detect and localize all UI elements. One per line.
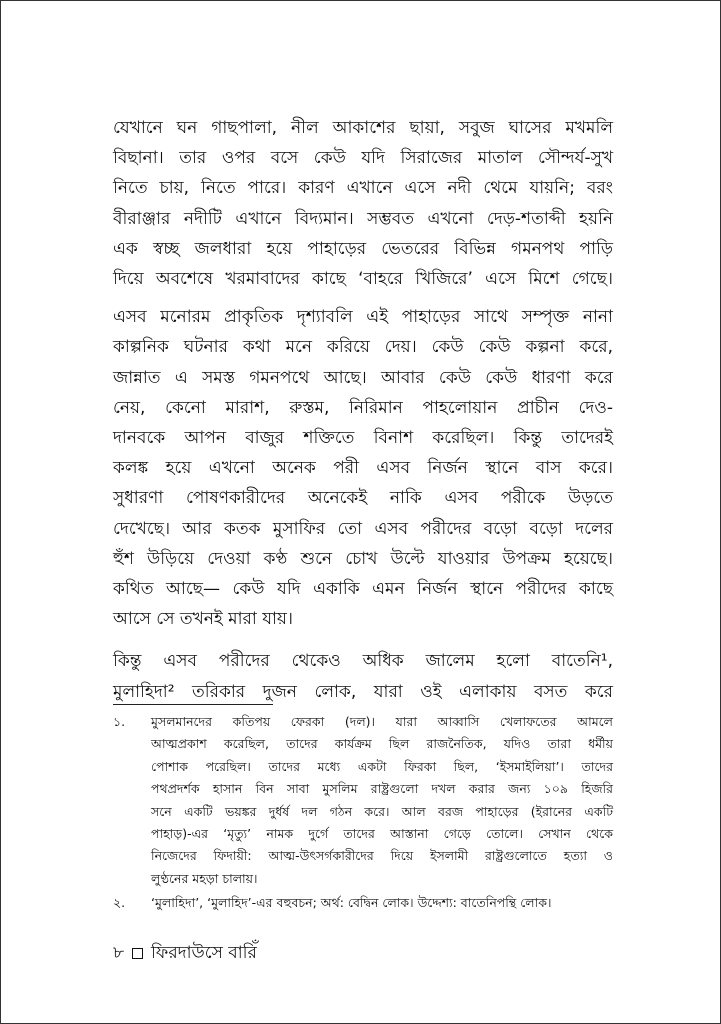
footnote-line: মুসলমানদের কতিপয় ফেরকা (দল)। যারা আব্বাসি খেলাফতের আমলে: [151, 714, 613, 729]
running-footer: [113, 941, 257, 965]
footnote-number: ১.: [113, 714, 126, 729]
text-line: মুলাহিদা² তরিকার দুজন লোক, যারা ওই এলাকায় বসত করে: [113, 681, 613, 702]
text-line: কথিত আছে— কেউ যদি একাকি এমন নির্জন স্থানে পরীদের কাছে: [113, 579, 613, 600]
footnote-line: আত্মপ্রকাশ করেছিল, তাদের কার্যক্রম ছিল রাজনৈতিক, যদিও তারা ধর্মীয়: [151, 736, 613, 752]
footnote-number: ২.: [113, 895, 126, 911]
text-line: বিছানা। তার ওপর বসে কেউ যদি সিরাজের মাতাল সৌন্দর্য-সুখ: [113, 148, 613, 169]
text-line: জান্নাত এ সমস্ত গমনপথে আছে। আবার কেউ কেউ ধারণা করে: [113, 367, 613, 388]
footnote-line: ‘মুলাহিদা’, ‘মুলাহিদ’-এর বহুবচন; অর্থ: বেদ্বিন লোক। উদ্দেশ্য: বাতেনিপন্থি লোক।: [151, 895, 552, 911]
text-line: বীরাঞ্জার নদীটি এখানে বিদ্যমান। সম্ভবত এখনো দেড়-শতাব্দী হয়নি: [113, 208, 613, 229]
footnote-line: সনে একটি ভয়ঙ্কর দুর্ধর্ষ দল গঠন করে। আল বরজ পাহাড়ের (ইরানের একটি: [151, 803, 613, 819]
text-line: নিতে চায়, নিতে পারে। কারণ এখানে এসে নদী থেমে যায়নি; বরং: [113, 178, 613, 199]
footnote-text: [151, 892, 613, 914]
footnote-2: [113, 892, 613, 914]
book-title: ফিরদাউসে বারিঁ: [151, 943, 257, 963]
text-line: কলঙ্ক হয়ে এখনো অনেক পরী এসব নির্জন স্থানে বাস করে।: [113, 458, 613, 479]
text-line: সুধারণা পোষণকারীদের অনেকেই নাকি এসব পরীকে উড়তে: [113, 488, 613, 509]
footnote-line: পাহাড়)-এর ‘মৃত্যু’ নামক দুর্গে তাদের আস্তানা গেড়ে তোলে। সেখান থেকে: [151, 826, 613, 842]
text-line: নেয়, কেনো মারাশ, রুস্তম, নিরিমান পাহলোয়ান প্রাচীন দেও-: [113, 397, 613, 418]
footnote-text: [151, 711, 613, 890]
square-icon: [132, 948, 143, 959]
paragraph-1: [113, 113, 613, 294]
text-line: কাল্পনিক ঘটনার কথা মনে করিয়ে দেয়। কেউ কেউ কল্পনা করে,: [113, 337, 613, 358]
text-line: যেখানে ঘন গাছপালা, নীল আকাশের ছায়া, সবুজ ঘাসের মখমলি: [113, 118, 613, 138]
body-text: [113, 113, 613, 707]
text-line: দিয়ে অবশেষে খরমাবাদের কাছে ‘বাহরে খিজিরে’ এসে মিশে গেছে।: [113, 269, 613, 290]
text-line: দেখেছে। আর কতক মুসাফির তো এসব পরীদের বড়ো বড়ো দলের: [113, 518, 613, 539]
footnote-line: পোশাক পরেছিল। তাদের মধ্যে একটা ফিরকা ছিল, ‘ইসমাইলিয়া’। তাদের: [151, 758, 613, 774]
text-line: এক স্বচ্ছ জলধারা হয়ে পাহাড়ের ভেতরের বিভিন্ন গমনপথ পাড়ি: [113, 238, 613, 259]
text-line: কিন্তু এসব পরীদের থেকেও অধিক জালেম হলো বাতেনি¹,: [113, 651, 613, 672]
footnote-line: লুণ্ঠনের মহড়া চালায়।: [151, 870, 258, 886]
footnote-line: নিজেদের ফিদায়ী: আত্ম-উৎসর্গকারীদের দিয়ে ইসলামী রাষ্ট্রগুলোতে হত্যা ও: [151, 848, 613, 864]
footnote-1: [113, 711, 613, 890]
text-line: দানবকে আপন বাজুর শক্তিতে বিনাশ করেছিল। কিন্তু তাদেরই: [113, 428, 613, 449]
paragraph-3: [113, 646, 613, 706]
text-line: এসব মনোরম প্রাকৃতিক দৃশ্যাবলি এই পাহাড়ের সাথে সম্পৃক্ত নানা: [113, 307, 613, 328]
footnote-divider: [113, 704, 273, 705]
footnotes: [113, 711, 613, 915]
page-number: ৮: [113, 943, 125, 963]
footnote-line: পথপ্রদর্শক হাসান বিন সাবা মুসলিম রাষ্ট্রগুলো দখল করার জন্য ১০৯ হিজরি: [151, 781, 613, 797]
text-line: আসে সে তখনই মারা যায়।: [113, 609, 294, 630]
paragraph-2: [113, 302, 613, 634]
text-line: হুঁশ উড়িয়ে দেওয়া কণ্ঠ শুনে চোখ উল্টে যাওয়ার উপক্রম হয়েছে।: [113, 548, 613, 569]
